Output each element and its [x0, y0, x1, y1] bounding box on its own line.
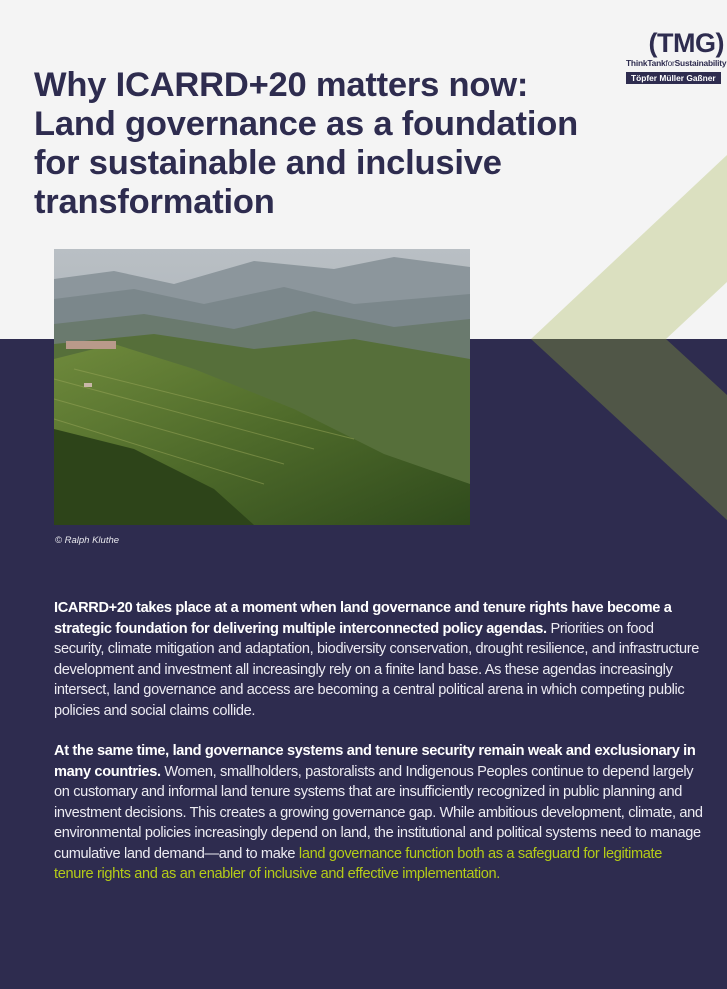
paragraph-2-highlight: land governance function both as a safeguard for legitimate tenure rights and as an enabler of inclusive and effective implementation.: [54, 845, 663, 882]
paragraph-2: [54, 741, 704, 885]
olive-band: [531, 339, 727, 520]
body-text: [54, 598, 704, 905]
photo-caption: © Ralph Kluthe: [55, 535, 120, 546]
page-title: Why ICARRD+20 matters now: Land governance as a foundation for sustainable and inclusive transformation: [34, 66, 578, 221]
paragraph-1: [54, 598, 704, 721]
paragraph-1-text: Priorities on food security, climate mitigation and adaptation, biodiversity conservation, drought resilience, and infrastructure development and investment all increasingly rely on a finite land base. As these agendas increasingly intersect, land governance and access are becoming a central political arena in which competing public policies and social claims collide.: [54, 620, 700, 719]
logo-tagline: ThinkTankforSustainability: [626, 58, 727, 68]
paragraph-2-text: Women, smallholders, pastoralists and Indigenous Peoples continue to depend largely on customary and informal land tenure systems that are insufficiently recognized in public planning and investment decisions. This creates a growing governance gap. While ambitious development, climate, and environmental policies increasingly depend on land, the institutional and political systems need to manage cumulative land demand—and to make: [54, 763, 703, 862]
paragraph-1-lead: ICARRD+20 takes place at a moment when land governance and tenure rights have become a strategic foundation for delivering multiple interconnected policy agendas.: [54, 600, 672, 637]
landscape-photo: [54, 249, 470, 525]
logo-mark: (TMG): [648, 28, 724, 58]
paragraph-2-lead: At the same time, land governance systems and tenure security remain weak and exclusionary in many countries.: [54, 743, 696, 780]
logo-name: Töpfer Müller Gaßner: [626, 72, 721, 84]
tmg-logo: [626, 28, 727, 86]
